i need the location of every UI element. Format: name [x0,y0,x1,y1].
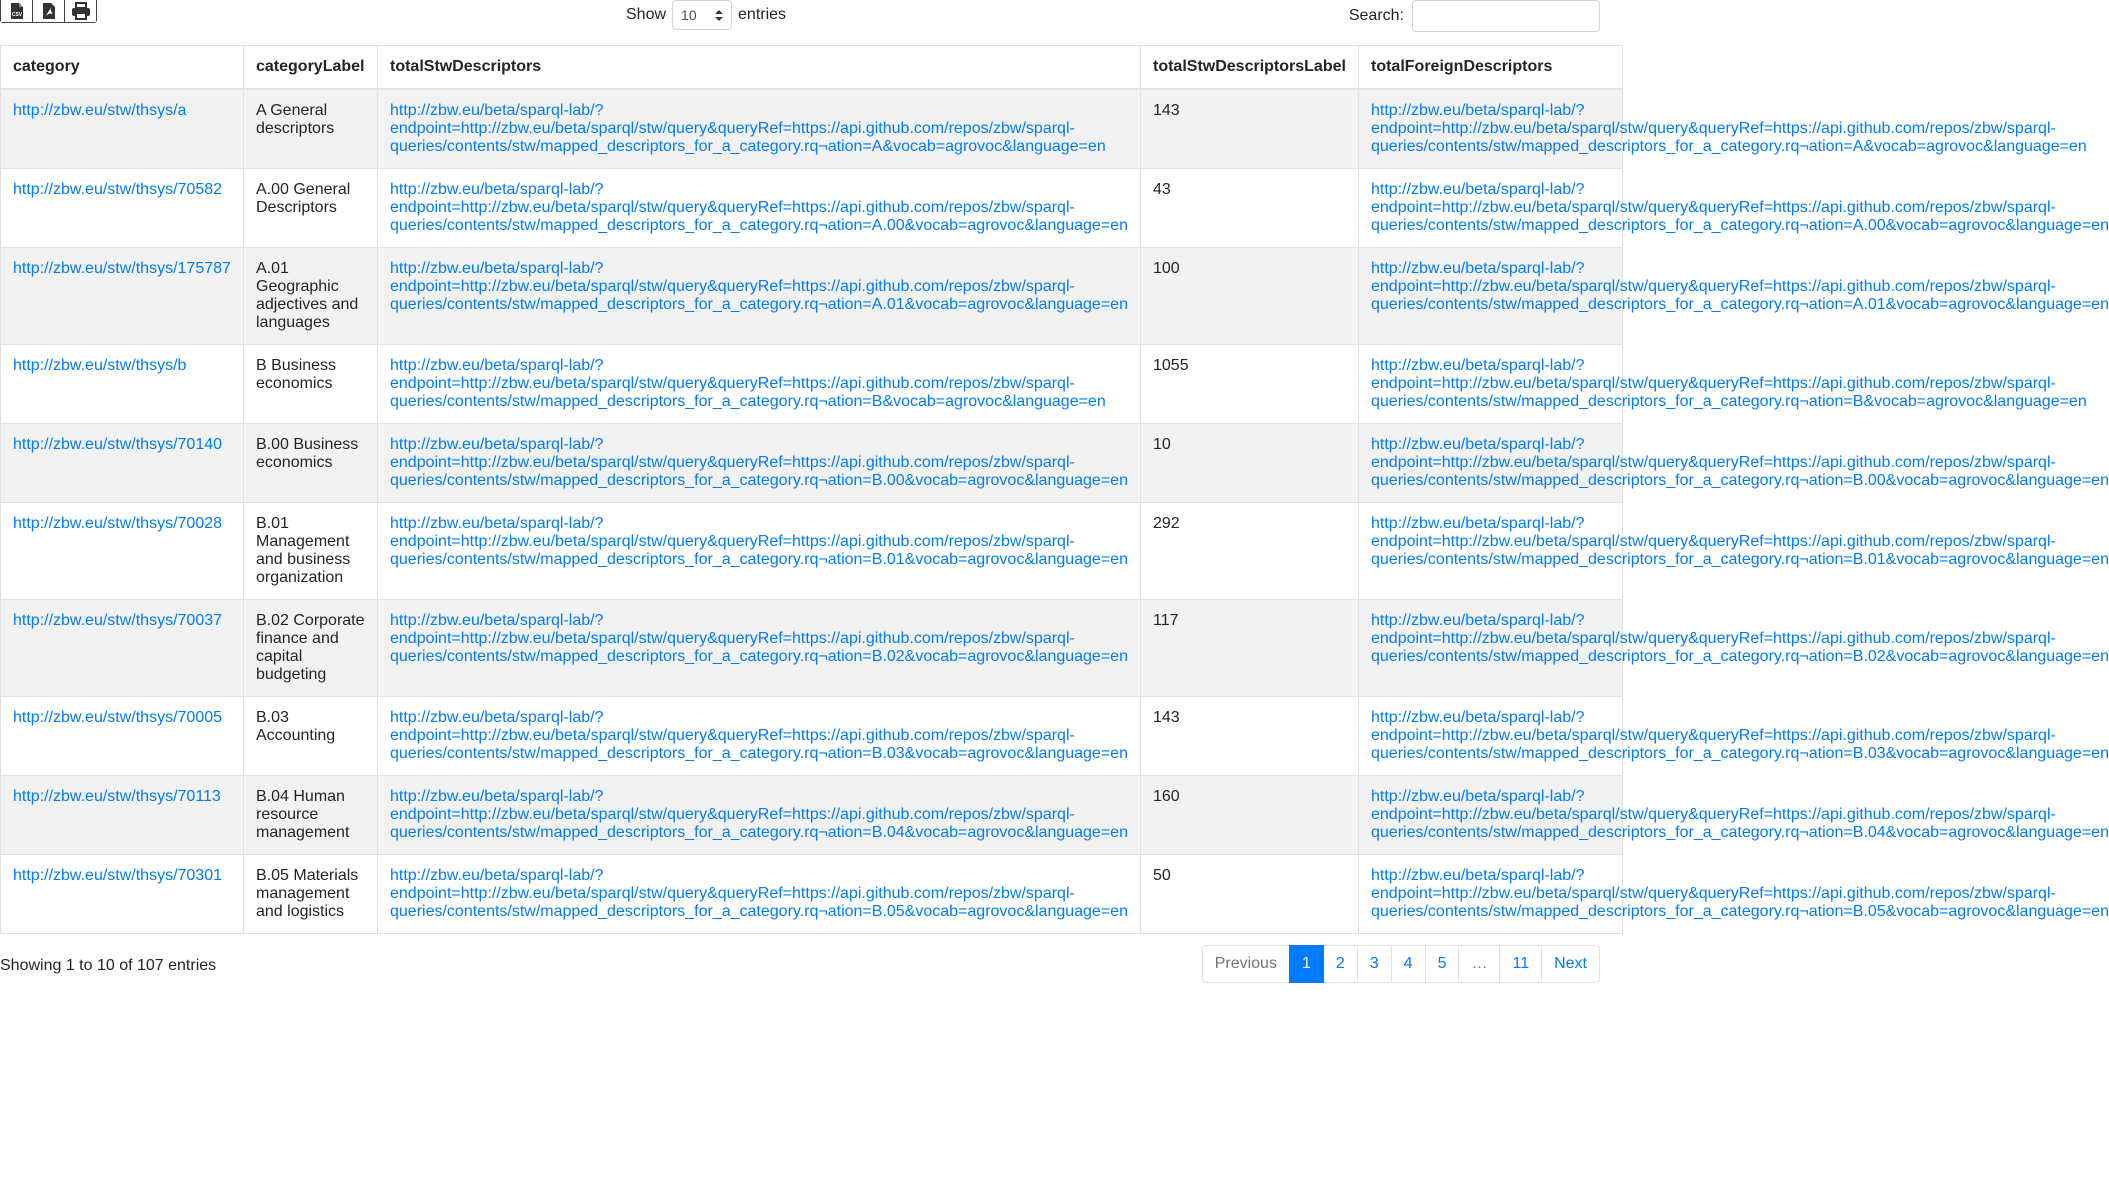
stw-descriptors-label-cell: 292 [1141,503,1359,600]
select-arrows-icon [715,9,723,22]
column-header-category-label[interactable]: categoryLabel [244,46,378,90]
pagination-ellipsis: … [1458,945,1500,983]
foreign-descriptors-link[interactable]: http://zbw.eu/beta/sparql-lab/? endpoint=http://zbw.eu/beta/sparql/stw/query&queryRef=https://api.github.com/repos/zbw/sparql- queries/contents/stw/mapped_descriptors_for_a_category.rq¬ation=A.00&vocab=agrovoc&language=en [1371,181,2109,234]
foreign-descriptors-link[interactable]: http://zbw.eu/beta/sparql-lab/? endpoint=http://zbw.eu/beta/sparql/stw/query&queryRef=https://api.github.com/repos/zbw/sparql- queries/contents/stw/mapped_descriptors_for_a_category.rq¬ation=B.01&vocab=agrovoc&language=en [1371,515,2109,568]
pdf-export-button[interactable] [33,0,65,22]
stw-descriptors-link[interactable]: http://zbw.eu/beta/sparql-lab/? endpoint=http://zbw.eu/beta/sparql/stw/query&queryRef=https://api.github.com/repos/zbw/sparql- queries/contents/stw/mapped_descriptors_for_a_category.rq¬ation=A.01&vocab=agrovoc&language=en [390,260,1128,313]
table-row [1,169,1623,248]
category-label-cell: B Business economics [244,345,378,424]
stw-descriptors-cell [378,248,1141,345]
stw-descriptors-link[interactable]: http://zbw.eu/beta/sparql-lab/? endpoint=http://zbw.eu/beta/sparql/stw/query&queryRef=https://api.github.com/repos/zbw/sparql- queries/contents/stw/mapped_descriptors_for_a_category.rq¬ation=B.04&vocab=agrovoc&language=en [390,788,1128,841]
stw-descriptors-link[interactable]: http://zbw.eu/beta/sparql-lab/? endpoint=http://zbw.eu/beta/sparql/stw/query&queryRef=https://api.github.com/repos/zbw/sparql- queries/contents/stw/mapped_descriptors_for_a_category.rq¬ation=B.05&vocab=agrovoc&language=en [390,867,1128,920]
category-label-cell: B.00 Business economics [244,424,378,503]
foreign-descriptors-cell [1359,345,2087,424]
foreign-descriptors-cell [1359,248,2109,345]
column-header-total-foreign-descriptors[interactable]: totalForeignDescriptors [1359,46,1623,90]
page-1-button[interactable]: 1 [1289,945,1324,983]
category-link[interactable]: http://zbw.eu/stw/thsys/70301 [13,867,223,884]
stw-descriptors-cell [378,600,1141,697]
category-cell [1,248,244,345]
stw-descriptors-label-cell: 143 [1141,89,1359,169]
category-cell [1,503,244,600]
stw-descriptors-label-cell: 143 [1141,697,1359,776]
print-icon [71,2,91,20]
entries-label: entries [738,6,787,23]
category-link[interactable]: http://zbw.eu/stw/thsys/70037 [13,612,223,629]
foreign-descriptors-link[interactable]: http://zbw.eu/beta/sparql-lab/? endpoint=http://zbw.eu/beta/sparql/stw/query&queryRef=https://api.github.com/repos/zbw/sparql- queries/contents/stw/mapped_descriptors_for_a_category.rq¬ation=B&vocab=agrovoc&language=en [1371,357,2087,410]
foreign-descriptors-cell [1359,776,2109,855]
table-header-row [1,46,1623,90]
category-link[interactable]: http://zbw.eu/stw/thsys/b [13,357,187,374]
category-label-cell: A.01 Geographic adjectives and languages [244,248,378,345]
category-cell [1,776,244,855]
stw-descriptors-label-cell: 160 [1141,776,1359,855]
stw-descriptors-cell [378,89,1141,169]
results-table [0,45,2109,934]
page-length-select[interactable] [672,0,732,30]
column-header-category[interactable]: category [1,46,244,90]
stw-descriptors-label-cell: 50 [1141,855,1359,934]
foreign-descriptors-cell [1359,424,2109,503]
stw-descriptors-label-cell: 100 [1141,248,1359,345]
table-row [1,89,1623,169]
results-table-container [0,45,2109,934]
stw-descriptors-link[interactable]: http://zbw.eu/beta/sparql-lab/? endpoint=http://zbw.eu/beta/sparql/stw/query&queryRef=https://api.github.com/repos/zbw/sparql- queries/contents/stw/mapped_descriptors_for_a_category.rq¬ation=B.03&vocab=agrovoc&language=en [390,709,1128,762]
stw-descriptors-cell [378,855,1141,934]
table-row [1,503,1623,600]
category-cell [1,424,244,503]
foreign-descriptors-link[interactable]: http://zbw.eu/beta/sparql-lab/? endpoint=http://zbw.eu/beta/sparql/stw/query&queryRef=https://api.github.com/repos/zbw/sparql- queries/contents/stw/mapped_descriptors_for_a_category.rq¬ation=B.05&vocab=agrovoc&language=en [1371,867,2109,920]
search-label: Search: [1348,7,1404,24]
foreign-descriptors-link[interactable]: http://zbw.eu/beta/sparql-lab/? endpoint=http://zbw.eu/beta/sparql/stw/query&queryRef=https://api.github.com/repos/zbw/sparql- queries/contents/stw/mapped_descriptors_for_a_category.rq¬ation=B.00&vocab=agrovoc&language=en [1371,436,2109,489]
category-label-cell: A General descriptors [244,89,378,169]
category-label-cell: B.01 Management and business organization [244,503,378,600]
foreign-descriptors-link[interactable]: http://zbw.eu/beta/sparql-lab/? endpoint=http://zbw.eu/beta/sparql/stw/query&queryRef=https://api.github.com/repos/zbw/sparql- queries/contents/stw/mapped_descriptors_for_a_category.rq¬ation=B.02&vocab=agrovoc&language=en [1371,612,2109,665]
table-row [1,424,1623,503]
pdf-file-icon [41,2,57,20]
stw-descriptors-link[interactable]: http://zbw.eu/beta/sparql-lab/? endpoint=http://zbw.eu/beta/sparql/stw/query&queryRef=https://api.github.com/repos/zbw/sparql- queries/contents/stw/mapped_descriptors_for_a_category.rq¬ation=B&vocab=agrovoc&language=en [390,357,1106,410]
search-control [1349,0,1600,32]
category-label-cell: B.02 Corporate finance and capital budgeting [244,600,378,697]
category-label-cell: B.04 Human resource management [244,776,378,855]
search-input[interactable] [1412,0,1600,32]
table-row [1,776,1623,855]
pagination [1202,945,1600,983]
table-row [1,600,1623,697]
table-row [1,345,1623,424]
stw-descriptors-label-cell: 117 [1141,600,1359,697]
category-link[interactable]: http://zbw.eu/stw/thsys/175787 [13,260,231,277]
foreign-descriptors-cell [1359,600,2109,697]
category-link[interactable]: http://zbw.eu/stw/thsys/70028 [13,515,223,532]
category-label-cell: B.03 Accounting [244,697,378,776]
foreign-descriptors-link[interactable]: http://zbw.eu/beta/sparql-lab/? endpoint=http://zbw.eu/beta/sparql/stw/query&queryRef=https://api.github.com/repos/zbw/sparql- queries/contents/stw/mapped_descriptors_for_a_category.rq¬ation=B.03&vocab=agrovoc&language=en [1371,709,2109,762]
page-11-button[interactable]: 11 [1499,945,1542,983]
foreign-descriptors-link[interactable]: http://zbw.eu/beta/sparql-lab/? endpoint=http://zbw.eu/beta/sparql/stw/query&queryRef=https://api.github.com/repos/zbw/sparql- queries/contents/stw/mapped_descriptors_for_a_category.rq¬ation=B.04&vocab=agrovoc&language=en [1371,788,2109,841]
print-button[interactable] [65,0,96,22]
page-3-button[interactable]: 3 [1357,945,1392,983]
page-length-value: 10 [681,7,697,23]
stw-descriptors-cell [378,424,1141,503]
foreign-descriptors-cell [1359,169,2109,248]
table-info: Showing 1 to 10 of 107 entries [0,957,217,974]
category-label-cell: B.05 Materials management and logistics [244,855,378,934]
stw-descriptors-link[interactable]: http://zbw.eu/beta/sparql-lab/? endpoint=http://zbw.eu/beta/sparql/stw/query&queryRef=https://api.github.com/repos/zbw/sparql- queries/contents/stw/mapped_descriptors_for_a_category.rq¬ation=B.00&vocab=agrovoc&language=en [390,436,1128,489]
stw-descriptors-label-cell: 1055 [1141,345,1359,424]
category-label-cell: A.00 General Descriptors [244,169,378,248]
category-link[interactable]: http://zbw.eu/stw/thsys/70140 [13,436,223,453]
foreign-descriptors-cell [1359,503,2109,600]
stw-descriptors-link[interactable]: http://zbw.eu/beta/sparql-lab/? endpoint=http://zbw.eu/beta/sparql/stw/query&queryRef=https://api.github.com/repos/zbw/sparql- queries/contents/stw/mapped_descriptors_for_a_category.rq¬ation=B.01&vocab=agrovoc&language=en [390,515,1128,568]
page-length-control [626,0,786,30]
page-2-button[interactable]: 2 [1323,945,1358,983]
stw-descriptors-link[interactable]: http://zbw.eu/beta/sparql-lab/? endpoint=http://zbw.eu/beta/sparql/stw/query&queryRef=https://api.github.com/repos/zbw/sparql- queries/contents/stw/mapped_descriptors_for_a_category.rq¬ation=A.00&vocab=agrovoc&language=en [390,181,1128,234]
category-link[interactable]: http://zbw.eu/stw/thsys/70582 [13,181,223,198]
column-header-total-stw-descriptors-label[interactable]: totalStwDescriptorsLabel [1141,46,1359,90]
previous-page-button[interactable]: Previous [1202,945,1290,983]
page-4-button[interactable]: 4 [1391,945,1426,983]
csv-text: CSV [11,11,22,18]
foreign-descriptors-cell [1359,89,2087,169]
foreign-descriptors-cell [1359,697,2109,776]
table-row [1,697,1623,776]
category-cell [1,855,244,934]
stw-descriptors-label-cell: 10 [1141,424,1359,503]
column-header-total-stw-descriptors[interactable]: totalStwDescriptors [378,46,1141,90]
table-row [1,248,1623,345]
page-5-button[interactable]: 5 [1425,945,1460,983]
stw-descriptors-link[interactable]: http://zbw.eu/beta/sparql-lab/? endpoint=http://zbw.eu/beta/sparql/stw/query&queryRef=https://api.github.com/repos/zbw/sparql- queries/contents/stw/mapped_descriptors_for_a_category.rq¬ation=B.02&vocab=agrovoc&language=en [390,612,1128,665]
stw-descriptors-link[interactable]: http://zbw.eu/beta/sparql-lab/? endpoint=http://zbw.eu/beta/sparql/stw/query&queryRef=https://api.github.com/repos/zbw/sparql- queries/contents/stw/mapped_descriptors_for_a_category.rq¬ation=A&vocab=agrovoc&language=en [390,102,1106,155]
category-cell [1,600,244,697]
foreign-descriptors-link[interactable]: http://zbw.eu/beta/sparql-lab/? endpoint=http://zbw.eu/beta/sparql/stw/query&queryRef=https://api.github.com/repos/zbw/sparql- queries/contents/stw/mapped_descriptors_for_a_category.rq¬ation=A&vocab=agrovoc&language=en [1371,102,2087,155]
stw-descriptors-cell [378,345,1141,424]
csv-export-button[interactable] [1,0,33,22]
category-link[interactable]: http://zbw.eu/stw/thsys/70005 [13,709,223,726]
stw-descriptors-cell [378,169,1141,248]
category-link[interactable]: http://zbw.eu/stw/thsys/70113 [13,788,221,805]
category-cell [1,89,244,169]
category-cell [1,345,244,424]
table-row [1,855,1623,934]
stw-descriptors-cell [378,697,1141,776]
stw-descriptors-cell [378,503,1141,600]
stw-descriptors-label-cell: 43 [1141,169,1359,248]
category-link[interactable]: http://zbw.eu/stw/thsys/a [13,102,187,119]
category-cell [1,697,244,776]
csv-file-icon [9,2,25,20]
category-cell [1,169,244,248]
foreign-descriptors-link[interactable]: http://zbw.eu/beta/sparql-lab/? endpoint=http://zbw.eu/beta/sparql/stw/query&queryRef=https://api.github.com/repos/zbw/sparql- queries/contents/stw/mapped_descriptors_for_a_category.rq¬ation=A.01&vocab=agrovoc&language=en [1371,260,2109,313]
show-label: Show [626,6,667,23]
stw-descriptors-cell [378,776,1141,855]
next-page-button[interactable]: Next [1541,945,1600,983]
export-buttons [0,0,97,23]
foreign-descriptors-cell [1359,855,2109,934]
